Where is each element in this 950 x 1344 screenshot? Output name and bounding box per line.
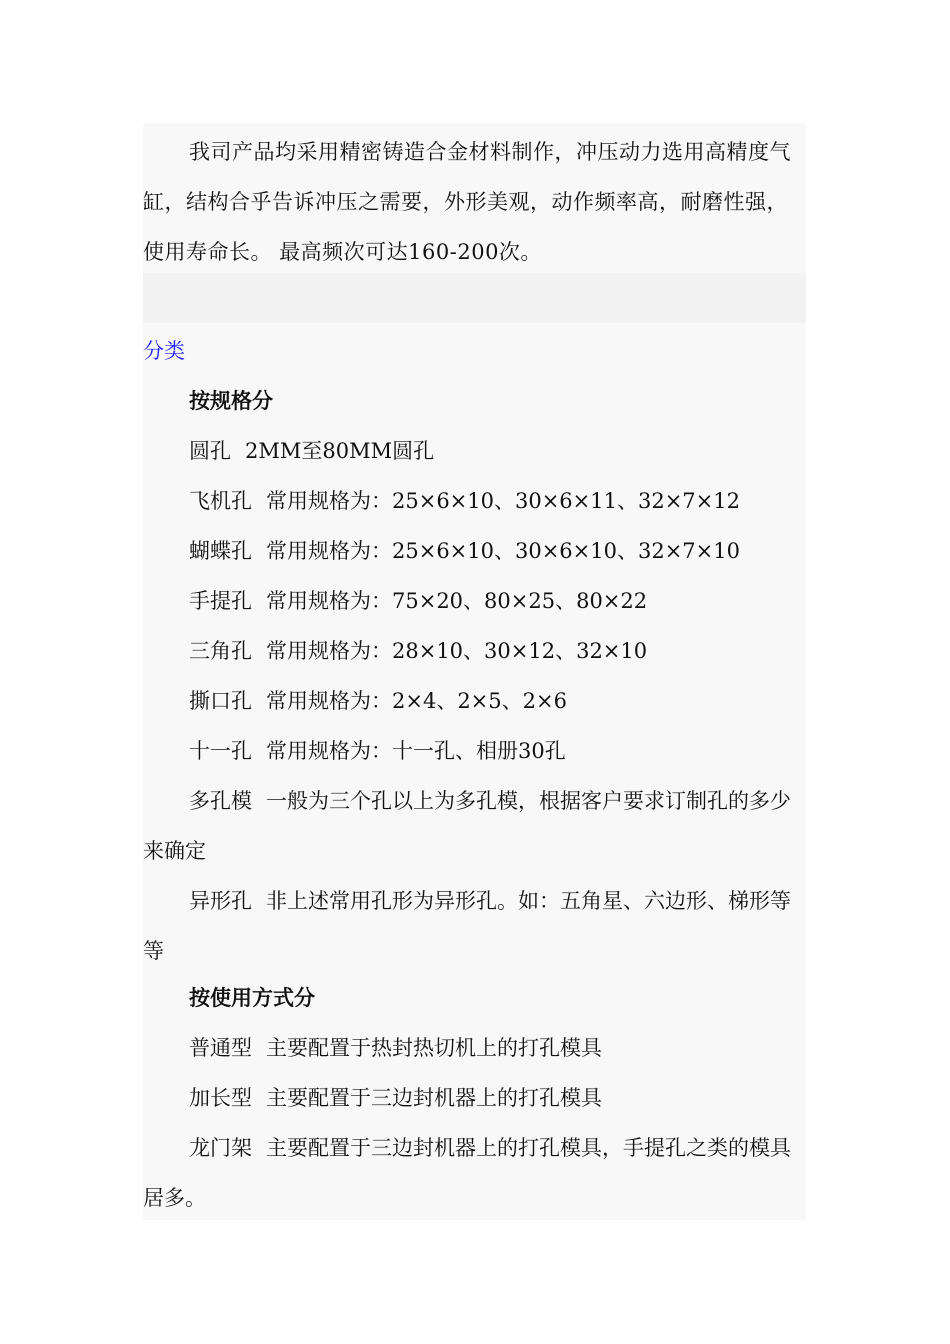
spec-item-label: 蝴蝶孔 [189,539,252,563]
spec-item-special [143,876,806,976]
section-title: 分类 [143,339,185,363]
spec-item-desc: 一般为三个孔以上为多孔模，根据客户要求订制孔的多少来确定 [143,789,791,863]
spec-item-label: 十一孔 [189,739,252,763]
by-spec-heading: 按规格分 [189,389,273,413]
document-body [143,123,806,1220]
spec-item-label: 手提孔 [189,589,252,613]
spec-item-label: 飞机孔 [189,489,252,513]
spec-item-butterfly [189,526,740,576]
spec-item-airplane [189,476,740,526]
spec-item-label: 异形孔 [189,889,252,913]
spec-item-desc: 常用规格为：25×6×10、30×6×11、32×7×12 [266,489,740,513]
spec-item-desc: 常用规格为：25×6×10、30×6×10、32×7×10 [266,539,740,563]
usage-item-gantry [143,1123,806,1223]
spec-item-handle [189,576,647,626]
usage-item-desc: 主要配置于三边封机器上的打孔模具 [266,1086,602,1110]
by-usage-heading: 按使用方式分 [189,986,315,1010]
usage-item-desc: 主要配置于三边封机器上的打孔模具，手提孔之类的模具居多。 [143,1136,791,1210]
usage-item-label: 龙门架 [189,1136,252,1160]
spec-item-desc: 常用规格为：2×4、2×5、2×6 [266,689,567,713]
spec-item-desc: 常用规格为：75×20、80×25、80×22 [266,589,648,613]
spec-item-label: 圆孔 [189,439,231,463]
spec-item-desc: 非上述常用孔形为异形孔。如：五角星、六边形、梯形等等 [143,889,791,963]
spec-item-desc: 常用规格为：28×10、30×12、32×10 [266,639,648,663]
spec-item-round [189,426,434,476]
intro-paragraph: 我司产品均采用精密铸造合金材料制作，冲压动力选用高精度气缸，结构合乎告诉冲压之需要，外形美观，动作频率高，耐磨性强，使用寿命长。 最高频次可达160-200次。 [143,140,791,264]
spec-item-desc: 常用规格为：十一孔、相册30孔 [266,739,566,763]
spec-item-label: 多孔模 [189,789,252,813]
usage-item-extended [189,1073,602,1123]
spec-item-eleven [189,726,566,776]
spec-item-multi [143,776,806,876]
spec-item-label: 三角孔 [189,639,252,663]
spec-item-tear [189,676,567,726]
usage-item-label: 加长型 [189,1086,252,1110]
spec-item-label: 撕口孔 [189,689,252,713]
usage-item-label: 普通型 [189,1036,252,1060]
usage-item-standard [189,1023,602,1073]
usage-item-desc: 主要配置于热封热切机上的打孔模具 [266,1036,602,1060]
blank-band [143,273,806,323]
spec-item-desc: 2MM至80MM圆孔 [245,439,435,463]
spec-item-triangle [189,626,647,676]
